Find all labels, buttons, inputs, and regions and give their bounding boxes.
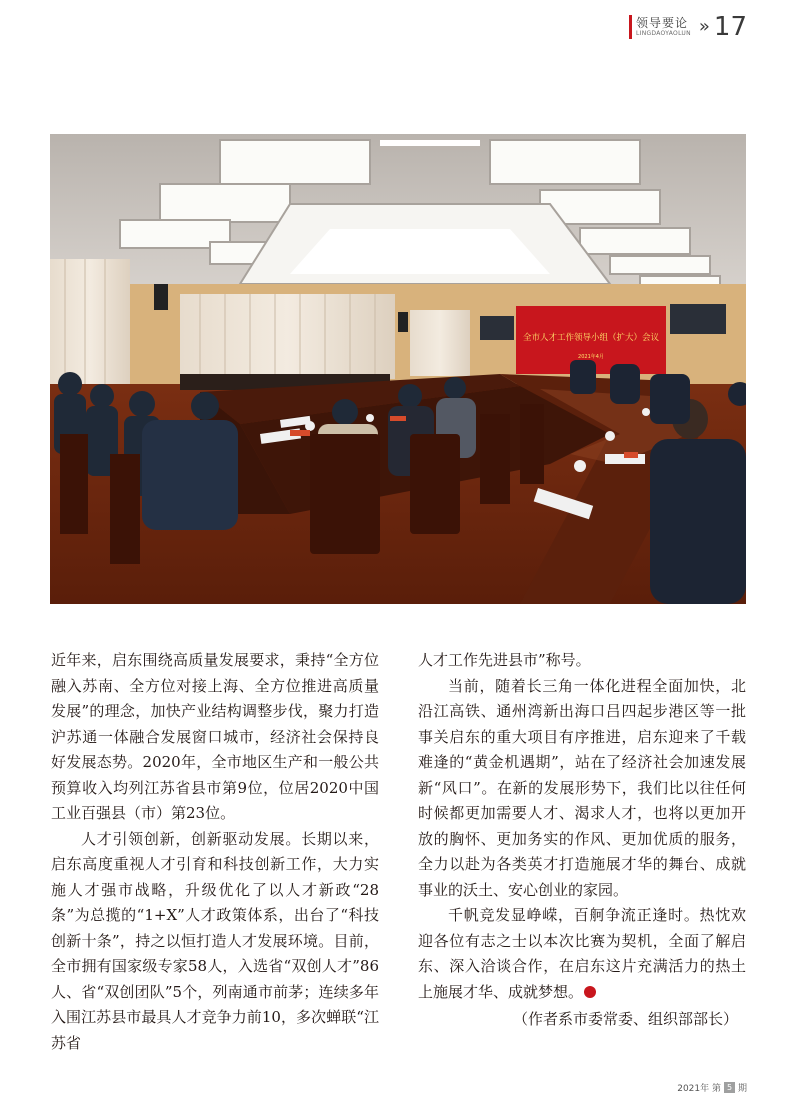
section-title: 领导要论	[635, 16, 688, 30]
page-header	[629, 14, 747, 40]
banner-date: 2021年4月	[578, 354, 604, 360]
meeting-photo	[50, 134, 746, 604]
paragraph: 近年来，启东围绕高质量发展要求，秉持“全方位融入苏南、全方位对接上海、全方位推进高质量发展”的理念，加快产业结构调整步伐，聚力打造沪苏通一体融合发展窗口城市，经济社会保持良好发展态势。2020年，全市地区生产和一般公共预算收入均列江苏省县市第9位，位居2020中国工业百强县（市）第23位。	[51, 651, 379, 822]
paragraph-text: 千帆竞发显峥嵘，百舸争流正逢时。热忱欢迎各位有志之士以本次比赛为契机，全面了解启东、深入洽谈合作，在启东这片充满活力的热土上施展才华、成就梦想。	[418, 906, 746, 1001]
meeting-photo-illustration	[50, 134, 746, 604]
paragraph: 当前，随着长三角一体化进程全面加快，北沿江高铁、通州湾新出海口吕四起步港区等一批事关启东的重大项目有序推进，启东迎来了千载难逢的“黄金机遇期”，站在了经济社会加速发展新“风口”。在新的发展形势下，我们比以往任何时候都更加需要人才、渴求人才，也将以更加开放的胸怀、更加务实的作风、更加优质的服务，全力以赴为各类英才打造施展才华的舞台、成就事业的沃土、安心创业的家园。	[418, 676, 746, 899]
page-footer	[677, 1081, 747, 1094]
header-accent-bar	[629, 15, 632, 39]
page-number: 17	[713, 12, 747, 42]
footer-year: 2021年 第	[677, 1084, 721, 1094]
section-label	[636, 16, 691, 38]
banner-title: 全市人才工作领导小组（扩大）会议	[522, 333, 660, 343]
paragraph	[418, 903, 746, 1005]
article-column-right	[418, 648, 746, 1033]
author-signature: （作者系市委常委、组织部部长）	[512, 1010, 738, 1028]
chevron-icon: »	[698, 16, 710, 37]
end-mark-icon	[584, 986, 596, 998]
footer-issue-number: 5	[724, 1082, 735, 1093]
footer-issue-suffix: 期	[737, 1084, 747, 1094]
paragraph: 人才引领创新，创新驱动发展。长期以来，启东高度重视人才引育和科技创新工作，大力实施人才强市战略，升级优化了以人才新政“28条”为总揽的“1+X”人才政策体系，出台了“科技创新十条”，持之以恒打造人才发展环境。目前，全市拥有国家级专家58人，入选省“双创人才”86人、省“双创团队”5个，列南通市前茅；连续多年入围江苏县市最具人才竞争力前10，多次蝉联“江苏省	[51, 829, 379, 1052]
section-pinyin: LINGDAOYAOLUN	[635, 30, 691, 37]
article-column-left	[51, 648, 379, 1056]
paragraph: 人才工作先进县市”称号。	[418, 651, 591, 669]
